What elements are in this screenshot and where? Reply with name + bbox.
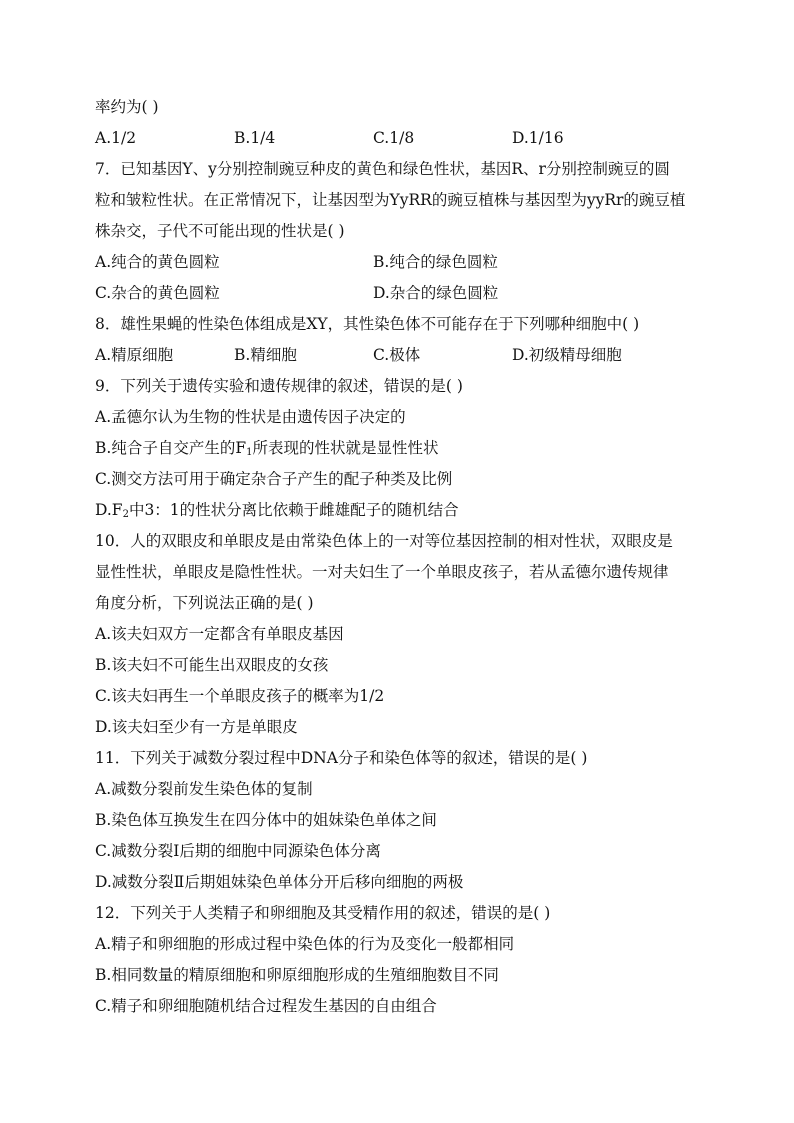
q9-option-d	[95, 495, 715, 526]
q9-option-b	[95, 433, 715, 464]
q6-stem-tail: 率约为( )	[95, 98, 159, 116]
q7-option-a: A.纯合的黄色圆粒	[95, 253, 220, 271]
q11-option-a: A.减数分裂前发生染色体的复制	[95, 780, 313, 798]
q8-option-d: D.初级精母细胞	[512, 346, 622, 364]
q9-option-d-subscript: 2	[122, 509, 129, 520]
q7-stem-line-3: 株杂交，子代不可能出现的性状是( )	[95, 222, 345, 240]
q11-option-d: D.减数分裂Ⅱ后期姐妹染色单体分开后移向细胞的两极	[95, 873, 464, 891]
q11-option-c: C.减数分裂Ⅰ后期的细胞中同源染色体分离	[95, 842, 381, 860]
q10-option-b: B.该夫妇不可能生出双眼皮的女孩	[95, 656, 329, 674]
q8-option-a: A.精原细胞	[95, 346, 174, 364]
q10-stem-line-1: 10．人的双眼皮和单眼皮是由常染色体上的一对等位基因控制的相对性状，双眼皮是	[95, 532, 673, 550]
q12-option-c: C.精子和卵细胞随机结合过程发生基因的自由组合	[95, 997, 437, 1015]
q9-option-b-pre: B.纯合子自交产生的F	[95, 439, 247, 457]
q8-options	[95, 340, 715, 371]
q9-option-c: C.测交方法可用于确定杂合子产生的配子种类及比例	[95, 470, 453, 488]
q10-option-d: D.该夫妇至少有一方是单眼皮	[95, 718, 298, 736]
q6-option-d: D.1/16	[512, 129, 564, 147]
q8-option-b: B.精细胞	[234, 346, 297, 364]
q7-stem-line-1: 7．已知基因Y、y分别控制豌豆种皮的黄色和绿色性状，基因R、r分别控制豌豆的圆	[95, 160, 670, 178]
q6-option-b: B.1/4	[234, 129, 276, 147]
q12-option-b: B.相同数量的精原细胞和卵原细胞形成的生殖细胞数目不同	[95, 966, 499, 984]
q8-stem: 8．雄性果蝇的性染色体组成是XY，其性染色体不可能存在于下列哪种细胞中( )	[95, 315, 640, 333]
q11-option-b: B.染色体互换发生在四分体中的姐妹染色单体之间	[95, 811, 437, 829]
q9-option-d-pre: D.F	[95, 501, 123, 519]
q6-option-c: C.1/8	[373, 129, 415, 147]
q7-options-row-1	[95, 247, 715, 278]
q11-stem: 11．下列关于减数分裂过程中DNA分子和染色体等的叙述，错误的是( )	[95, 749, 588, 767]
q10-stem-line-2: 显性性状，单眼皮是隐性性状。一对夫妇生了一个单眼皮孩子，若从孟德尔遗传规律	[95, 563, 669, 581]
q7-option-c: C.杂合的黄色圆粒	[95, 284, 220, 302]
q6-options	[95, 123, 715, 154]
q9-option-a: A.孟德尔认为生物的性状是由遗传因子决定的	[95, 408, 406, 426]
q7-stem-line-2: 粒和皱粒性状。在正常情况下，让基因型为YyRR的豌豆植株与基因型为yyRr的豌豆植	[95, 191, 686, 209]
q12-stem: 12．下列关于人类精子和卵细胞及其受精作用的叙述，错误的是( )	[95, 904, 551, 922]
q10-option-c: C.该夫妇再生一个单眼皮孩子的概率为1/2	[95, 687, 385, 705]
q8-option-c: C.极体	[373, 346, 421, 364]
q12-option-a: A.精子和卵细胞的形成过程中染色体的行为及变化一般都相同	[95, 935, 515, 953]
q10-stem-line-3: 角度分析，下列说法正确的是( )	[95, 594, 314, 612]
q9-option-b-post: 所表现的性状就是显性性状	[252, 439, 439, 457]
q7-option-b: B.纯合的绿色圆粒	[373, 253, 498, 271]
q9-option-d-post: 中3：1的性状分离比依赖于雌雄配子的随机结合	[128, 501, 459, 519]
q6-option-a: A.1/2	[95, 129, 137, 147]
q7-options-row-2	[95, 278, 715, 309]
exam-page	[95, 92, 715, 1022]
q9-option-b-subscript: 1	[246, 447, 253, 458]
q9-stem: 9．下列关于遗传实验和遗传规律的叙述，错误的是( )	[95, 377, 463, 395]
q7-option-d: D.杂合的绿色圆粒	[373, 284, 499, 302]
q10-option-a: A.该夫妇双方一定都含有单眼皮基因	[95, 625, 344, 643]
